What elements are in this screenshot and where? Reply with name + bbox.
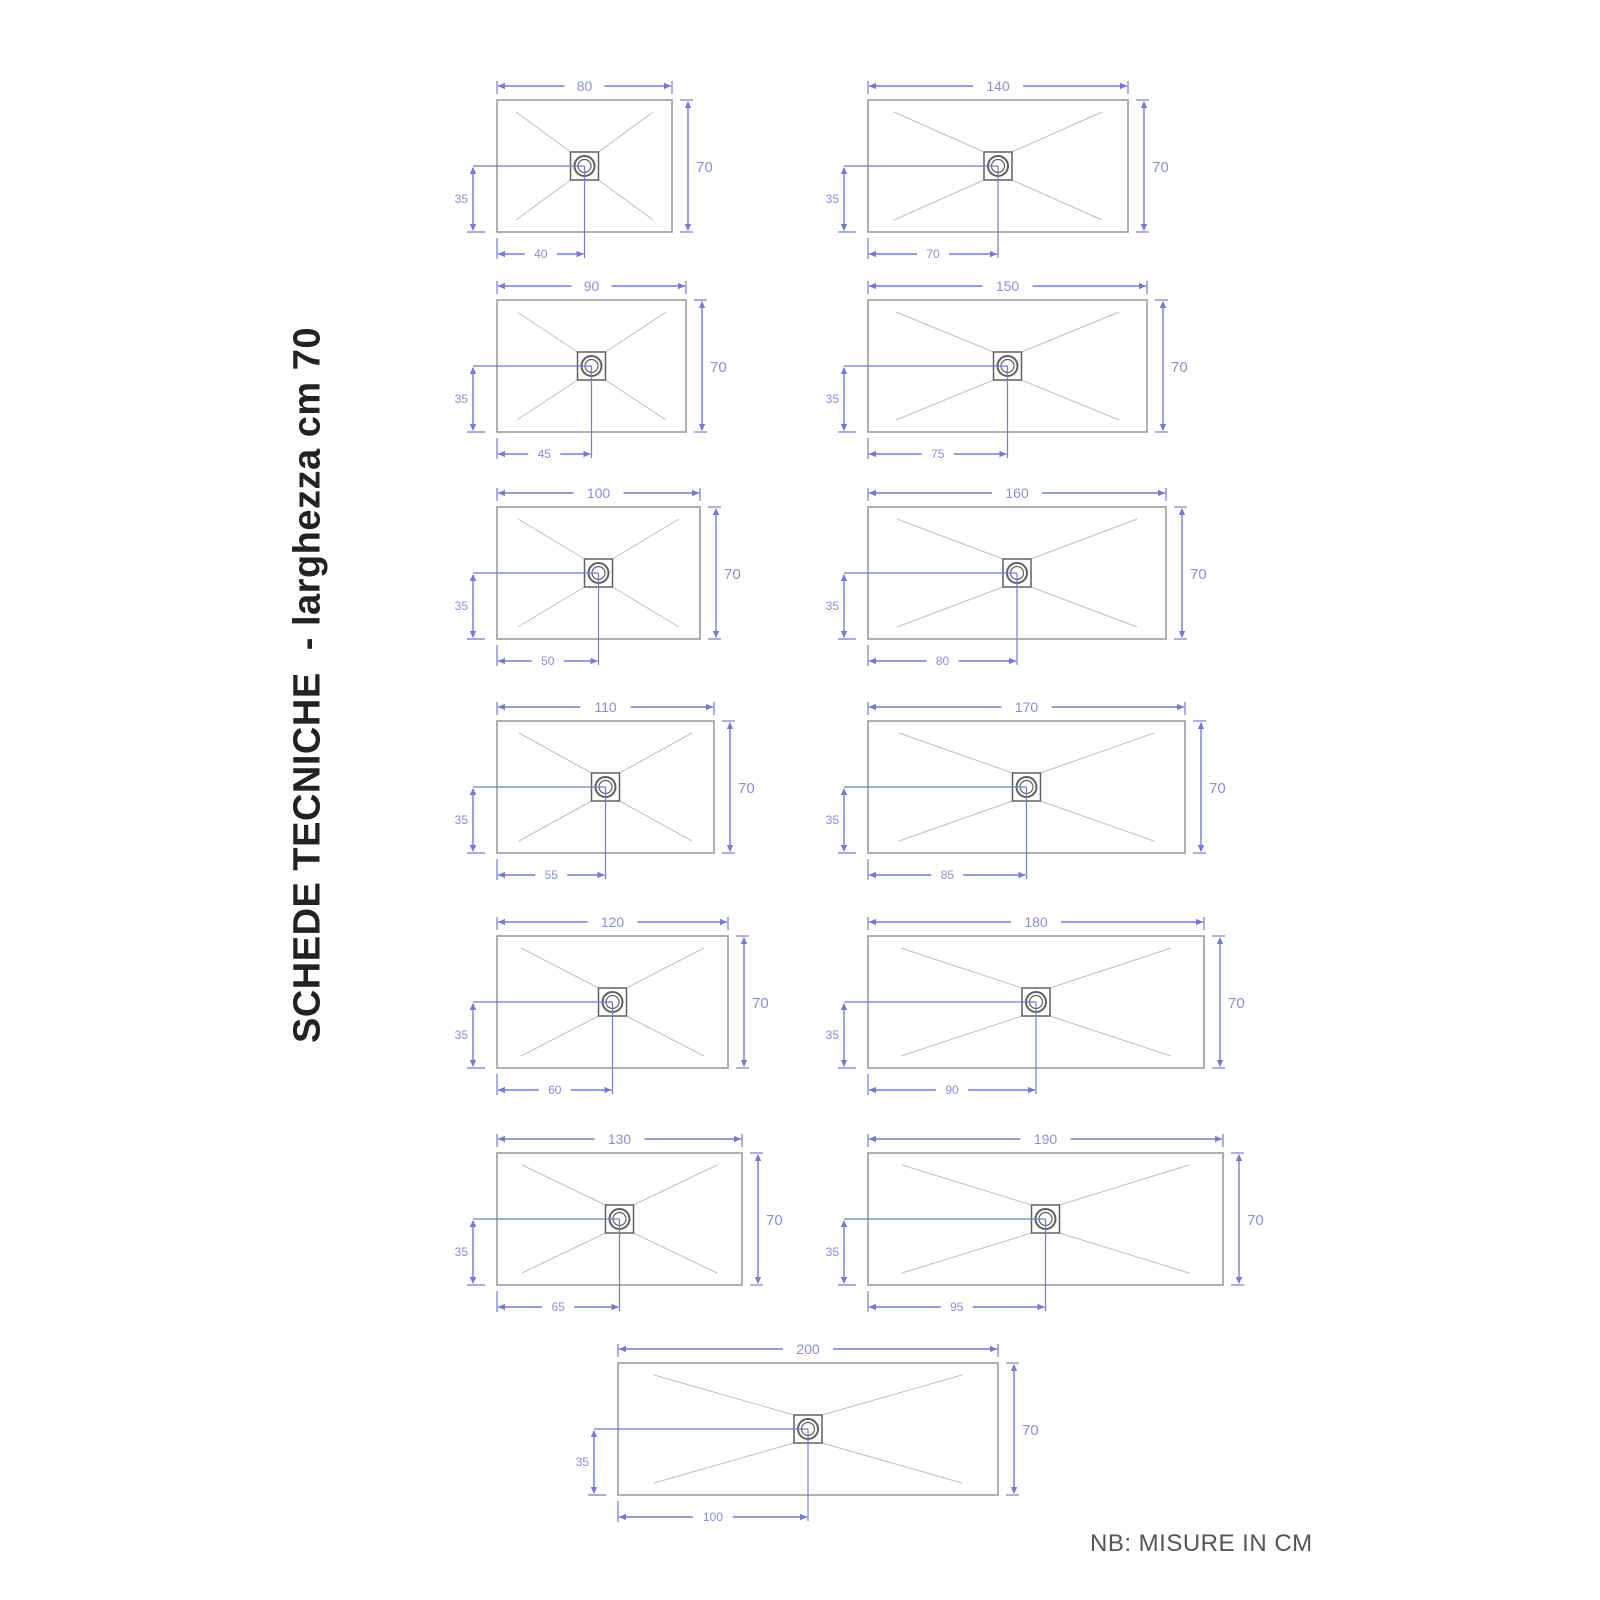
dimension-arrow-icon (498, 704, 505, 710)
dimension-arrow-icon (678, 283, 685, 289)
dim-drain-height-label: 35 (575, 1455, 589, 1469)
dimension-arrow-icon (470, 788, 476, 795)
dimension-arrow-icon (1196, 919, 1203, 925)
dimension-arrow-icon (664, 83, 671, 89)
dimension-arrow-icon (734, 1136, 741, 1142)
dim-width-label: 80 (576, 78, 593, 94)
dim-drain-x-label: 85 (940, 868, 954, 882)
dimension-arrow-icon (1009, 658, 1016, 664)
dim-width-label: 120 (600, 914, 625, 930)
dim-depth-label: 70 (1190, 566, 1207, 583)
dimension-arrow-icon (741, 1060, 747, 1067)
dimension-arrow-icon (990, 251, 997, 257)
dimension-arrow-icon (685, 101, 691, 108)
dimension-arrow-icon (1179, 508, 1185, 515)
dim-drain-height-label: 35 (454, 813, 468, 827)
tray-drawing-170x70 (826, 699, 1226, 882)
dim-drain-height-label: 35 (454, 192, 468, 206)
dimension-arrow-icon (727, 845, 733, 852)
tray-drawing-110x70 (455, 699, 755, 882)
dim-drain-x-label: 55 (544, 868, 558, 882)
dimension-arrow-icon (470, 1277, 476, 1284)
dimension-arrow-icon (869, 283, 876, 289)
dim-drain-x-label: 65 (551, 1300, 565, 1314)
tray-drawing-80x70 (455, 78, 713, 261)
dim-drain-height-label: 35 (825, 1245, 839, 1259)
dimension-arrow-icon (692, 490, 699, 496)
dimension-arrow-icon (869, 83, 876, 89)
dimension-arrow-icon (869, 658, 876, 664)
dim-drain-x-label: 90 (945, 1083, 959, 1097)
dim-drain-height-label: 35 (825, 192, 839, 206)
tray-drawing-180x70 (826, 914, 1245, 1097)
dimension-arrow-icon (498, 919, 505, 925)
dim-drain-x-label: 100 (702, 1510, 724, 1524)
dimension-arrow-icon (727, 722, 733, 729)
dimension-arrow-icon (869, 1304, 876, 1310)
dimension-arrow-icon (498, 1304, 505, 1310)
dim-width-label: 160 (1005, 485, 1029, 501)
dim-width-label: 150 (995, 278, 1020, 294)
dimension-arrow-icon (841, 788, 847, 795)
dim-depth-label: 70 (752, 995, 769, 1012)
dimension-arrow-icon (584, 451, 591, 457)
dimension-arrow-icon (498, 451, 505, 457)
dimension-arrow-icon (841, 224, 847, 231)
dimension-arrow-icon (470, 574, 476, 581)
dimension-arrow-icon (990, 1346, 997, 1352)
dim-drain-height-label: 35 (825, 1028, 839, 1042)
dim-drain-height-label: 35 (825, 599, 839, 613)
dimension-arrow-icon (591, 658, 598, 664)
dimension-arrow-icon (1177, 704, 1184, 710)
dimension-arrow-icon (1217, 937, 1223, 944)
dimension-arrow-icon (841, 167, 847, 174)
dimension-arrow-icon (869, 451, 876, 457)
tray-drawing-200x70 (576, 1341, 1039, 1524)
dimension-arrow-icon (591, 1430, 597, 1437)
dim-drain-x-label: 95 (950, 1300, 964, 1314)
dim-drain-x-label: 75 (931, 447, 945, 461)
dimension-arrow-icon (800, 1514, 807, 1520)
dimension-arrow-icon (1179, 631, 1185, 638)
dimension-arrow-icon (605, 1087, 612, 1093)
dimension-arrow-icon (1160, 424, 1166, 431)
dimension-arrow-icon (498, 658, 505, 664)
tray-drawing-130x70 (455, 1131, 783, 1314)
dimension-arrow-icon (699, 301, 705, 308)
dimension-arrow-icon (1141, 224, 1147, 231)
dim-width-label: 130 (607, 1131, 632, 1147)
dim-drain-height-label: 35 (825, 392, 839, 406)
dim-depth-label: 70 (1209, 780, 1226, 797)
dimension-arrow-icon (598, 872, 605, 878)
dim-depth-label: 70 (696, 159, 713, 176)
dim-depth-label: 70 (1152, 159, 1169, 176)
dimension-arrow-icon (841, 1277, 847, 1284)
dimension-arrow-icon (619, 1514, 626, 1520)
dimension-arrow-icon (841, 574, 847, 581)
dim-depth-label: 70 (766, 1212, 783, 1229)
dim-width-label: 170 (1014, 699, 1039, 715)
dimension-arrow-icon (869, 919, 876, 925)
dimension-arrow-icon (869, 1136, 876, 1142)
dimension-arrow-icon (869, 872, 876, 878)
dimension-arrow-icon (470, 1220, 476, 1227)
tray-drawing-120x70 (455, 914, 769, 1097)
dim-drain-x-label: 80 (935, 654, 950, 668)
dimension-arrow-icon (1217, 1060, 1223, 1067)
dimension-arrow-icon (1158, 490, 1165, 496)
dimension-arrow-icon (1120, 83, 1127, 89)
dim-width-label: 180 (1024, 914, 1048, 930)
dimension-arrow-icon (1000, 451, 1007, 457)
dimension-arrow-icon (1011, 1487, 1017, 1494)
dimension-arrow-icon (1011, 1364, 1017, 1371)
dim-drain-height-label: 35 (454, 599, 468, 613)
tray-drawing-100x70 (455, 485, 741, 668)
dimension-arrow-icon (498, 283, 505, 289)
dimension-arrow-icon (1160, 301, 1166, 308)
dim-width-label: 140 (986, 78, 1010, 94)
units-note: NB: MISURE IN CM (1090, 1530, 1313, 1557)
dimension-arrow-icon (1236, 1154, 1242, 1161)
dimension-arrow-icon (713, 508, 719, 515)
dim-depth-label: 70 (1171, 359, 1188, 376)
dimension-arrow-icon (720, 919, 727, 925)
dim-depth-label: 70 (1228, 995, 1245, 1012)
dimension-arrow-icon (470, 1060, 476, 1067)
dimension-arrow-icon (841, 1060, 847, 1067)
tray-drawing-140x70 (826, 78, 1169, 261)
dimension-arrow-icon (706, 704, 713, 710)
dim-drain-x-label: 45 (537, 447, 551, 461)
dimension-arrow-icon (699, 424, 705, 431)
dimension-arrow-icon (1236, 1277, 1242, 1284)
dim-width-label: 90 (583, 278, 600, 294)
dimension-arrow-icon (470, 367, 476, 374)
tray-drawing-90x70 (455, 278, 727, 461)
dim-drain-height-label: 35 (825, 813, 839, 827)
tray-drawing-190x70 (826, 1131, 1264, 1314)
dim-drain-x-label: 40 (534, 247, 548, 261)
dimension-arrow-icon (470, 845, 476, 852)
dimension-arrow-icon (619, 1346, 626, 1352)
dimension-arrow-icon (841, 424, 847, 431)
dimension-arrow-icon (741, 937, 747, 944)
dimension-arrow-icon (470, 1003, 476, 1010)
dim-depth-label: 70 (738, 780, 755, 797)
dimension-arrow-icon (755, 1154, 761, 1161)
dimension-arrow-icon (1028, 1087, 1035, 1093)
dimension-arrow-icon (755, 1277, 761, 1284)
dimension-arrow-icon (1215, 1136, 1222, 1142)
dim-drain-x-label: 70 (926, 247, 940, 261)
dimension-arrow-icon (470, 167, 476, 174)
dim-depth-label: 70 (724, 566, 741, 583)
dimension-arrow-icon (470, 631, 476, 638)
dimension-arrow-icon (1038, 1304, 1045, 1310)
dimension-arrow-icon (1139, 283, 1146, 289)
tray-drawing-160x70 (826, 485, 1207, 668)
dimension-arrow-icon (498, 872, 505, 878)
dimension-arrow-icon (841, 1003, 847, 1010)
dimension-arrow-icon (1198, 845, 1204, 852)
dim-drain-height-label: 35 (454, 1245, 468, 1259)
dim-depth-label: 70 (1022, 1422, 1039, 1439)
dimension-arrow-icon (841, 631, 847, 638)
dimension-arrow-icon (498, 1136, 505, 1142)
dim-drain-height-label: 35 (454, 1028, 468, 1042)
dim-depth-label: 70 (1247, 1212, 1264, 1229)
dimension-arrow-icon (577, 251, 584, 257)
dim-width-label: 200 (796, 1341, 820, 1357)
dimension-arrow-icon (1198, 722, 1204, 729)
dimension-arrow-icon (713, 631, 719, 638)
dimension-arrow-icon (841, 1220, 847, 1227)
dimension-arrow-icon (841, 367, 847, 374)
dimension-arrow-icon (612, 1304, 619, 1310)
dimension-arrow-icon (498, 490, 505, 496)
dimension-arrow-icon (470, 224, 476, 231)
dimension-arrow-icon (1019, 872, 1026, 878)
page-title: SCHEDE TECNICHE - larghezza cm 70 (286, 327, 329, 1043)
dimension-arrow-icon (470, 424, 476, 431)
dim-depth-label: 70 (710, 359, 727, 376)
dim-drain-height-label: 35 (454, 392, 468, 406)
dim-drain-x-label: 50 (541, 654, 555, 668)
dimension-arrow-icon (498, 1087, 505, 1093)
dim-drain-x-label: 60 (548, 1083, 562, 1097)
dimension-arrow-icon (869, 1087, 876, 1093)
dim-width-label: 110 (594, 699, 617, 715)
dimension-arrow-icon (1141, 101, 1147, 108)
dimension-arrow-icon (685, 224, 691, 231)
dimension-arrow-icon (591, 1487, 597, 1494)
dimension-arrow-icon (498, 251, 505, 257)
dimension-arrow-icon (498, 83, 505, 89)
dim-width-label: 190 (1033, 1131, 1058, 1147)
dimension-arrow-icon (869, 251, 876, 257)
dim-width-label: 100 (586, 485, 611, 501)
dimension-arrow-icon (841, 845, 847, 852)
dimension-arrow-icon (869, 704, 876, 710)
tray-drawing-150x70 (826, 278, 1188, 461)
dimension-arrow-icon (869, 490, 876, 496)
